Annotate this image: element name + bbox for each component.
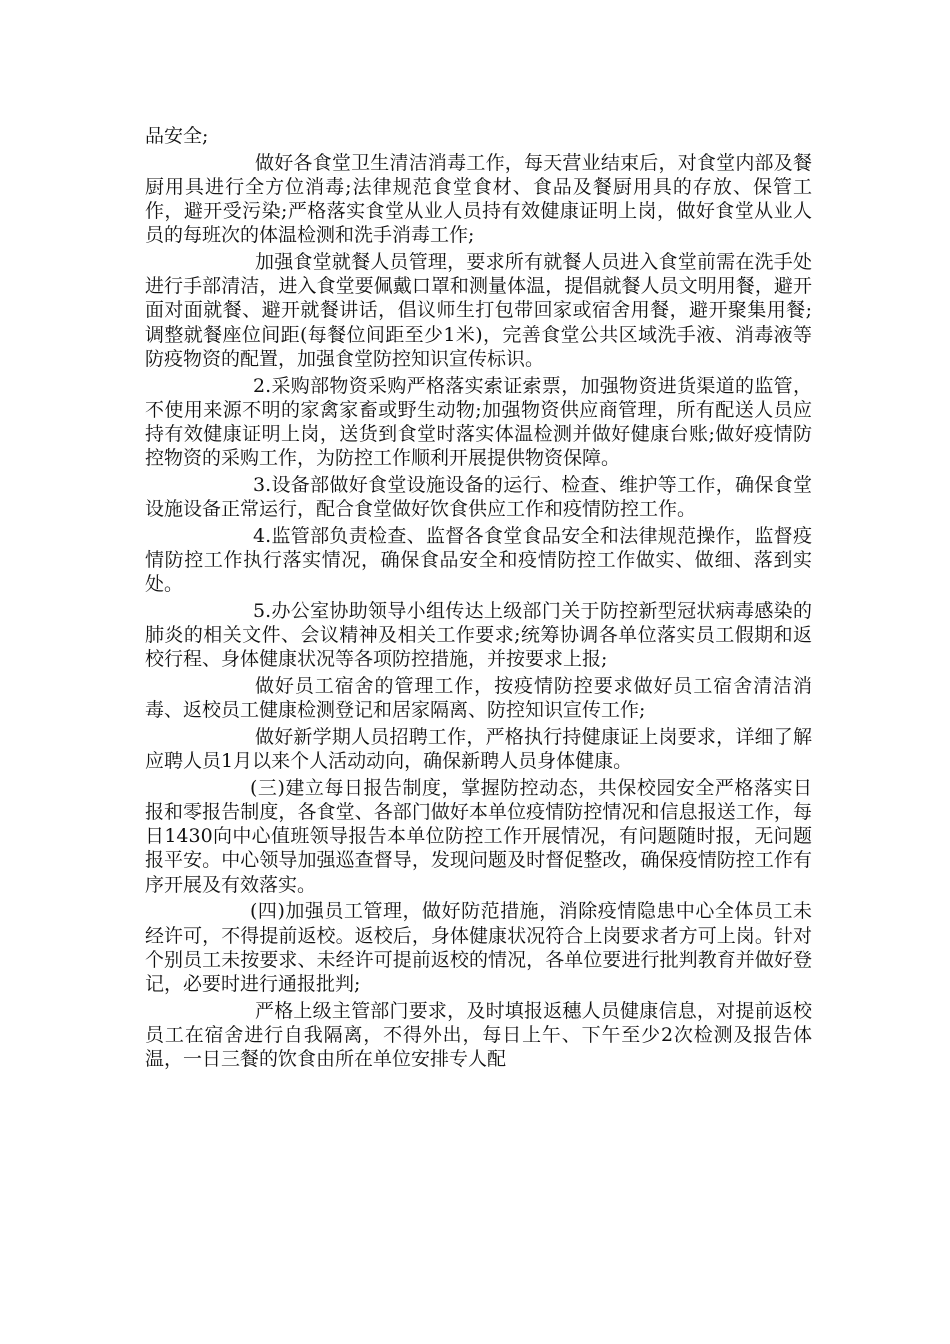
paragraph-supervision: 4.监管部负责检查、监督各食堂食品安全和法律规范操作，监督疫情防控工作执行落实情况，确保食品安全和疫情防控工作做实、做细、落到实处。 [145,524,812,596]
paragraph-equipment: 3.设备部做好食堂设施设备的运行、检查、维护等工作，确保食堂设施设备正常运行，配合食堂做好饮食供应工作和疫情防控工作。 [145,473,812,521]
paragraph-staff-management: (四)加强员工管理，做好防范措施，消除疫情隐患中心全体员工未经许可，不得提前返校。返校后，身体健康状况符合上岗要求者方可上岗。针对个别员工未按要求、未经许可提前返校的情况，各单位要进行批判教育并做好登记，必要时进行通报批判; [145,900,812,995]
paragraph-diner-management: 加强食堂就餐人员管理，要求所有就餐人员进入食堂前需在洗手处进行手部清洁，进入食堂要佩戴口罩和测量体温，提倡就餐人员文明用餐，避开面对面就餐、避开就餐讲话，倡议师生打包带回家或宿舍用餐，避开聚集用餐;调整就餐座位间距(每餐位间距至少1米)，完善食堂公共区域洗手液、消毒液等防疫物资的配置，加强食堂防控知识宣传标识。 [145,251,812,370]
paragraph-daily-report: (三)建立每日报告制度，掌握防控动态，共保校园安全严格落实日报和零报告制度，各食堂、各部门做好本单位疫情防控情况和信息报送工作，每日1430向中心值班领导报告本单位防控工作开展情况，有问题随时报，无问题报平安。中心领导加强巡查督导，发现问题及时督促整改，确保疫情防控工作有序开展及有效落实。 [145,776,812,896]
paragraph-food-safety-tail: 品安全; [145,125,209,147]
paragraph-procurement: 2.采购部物资采购严格落实索证索票，加强物资进货渠道的监管，不使用来源不明的家禽家畜或野生动物;加强物资供应商管理，所有配送人员应持有效健康证明上岗，送货到食堂时落实体温检测并做好健康台账;做好疫情防控物资的采购工作，为防控工作顺利开展提供物资保障。 [145,374,812,470]
document-body [145,124,812,1074]
paragraph-office: 5.办公室协助领导小组传达上级部门关于防控新型冠状病毒感染的肺炎的相关文件、会议精神及相关工作要求;统筹协调各单位落实员工假期和返校行程、身体健康状况等各项防控措施，并按要求上报; [145,599,812,671]
paragraph-dormitory: 做好员工宿舍的管理工作，按疫情防控要求做好员工宿舍清洁消毒、返校员工健康检测登记和居家隔离、防控知识宣传工作; [145,674,812,722]
paragraph-recruitment: 做好新学期人员招聘工作，严格执行持健康证上岗要求，详细了解应聘人员1月以来个人活动动向，确保新聘人员身体健康。 [145,725,812,773]
paragraph-returnee-health: 严格上级主管部门要求，及时填报返穗人员健康信息，对提前返校员工在宿舍进行自我隔离，不得外出，每日上午、下午至少2次检测及报告体温，一日三餐的饮食由所在单位安排专人配 [145,999,812,1071]
paragraph-canteen-disinfection: 做好各食堂卫生清洁消毒工作，每天营业结束后，对食堂内部及餐厨用具进行全方位消毒;法律规范食堂食材、食品及餐厨用具的存放、保管工作，避开受污染;严格落实食堂从业人员持有效健康证明上岗，做好食堂从业人员的每班次的体温检测和洗手消毒工作; [145,151,812,247]
